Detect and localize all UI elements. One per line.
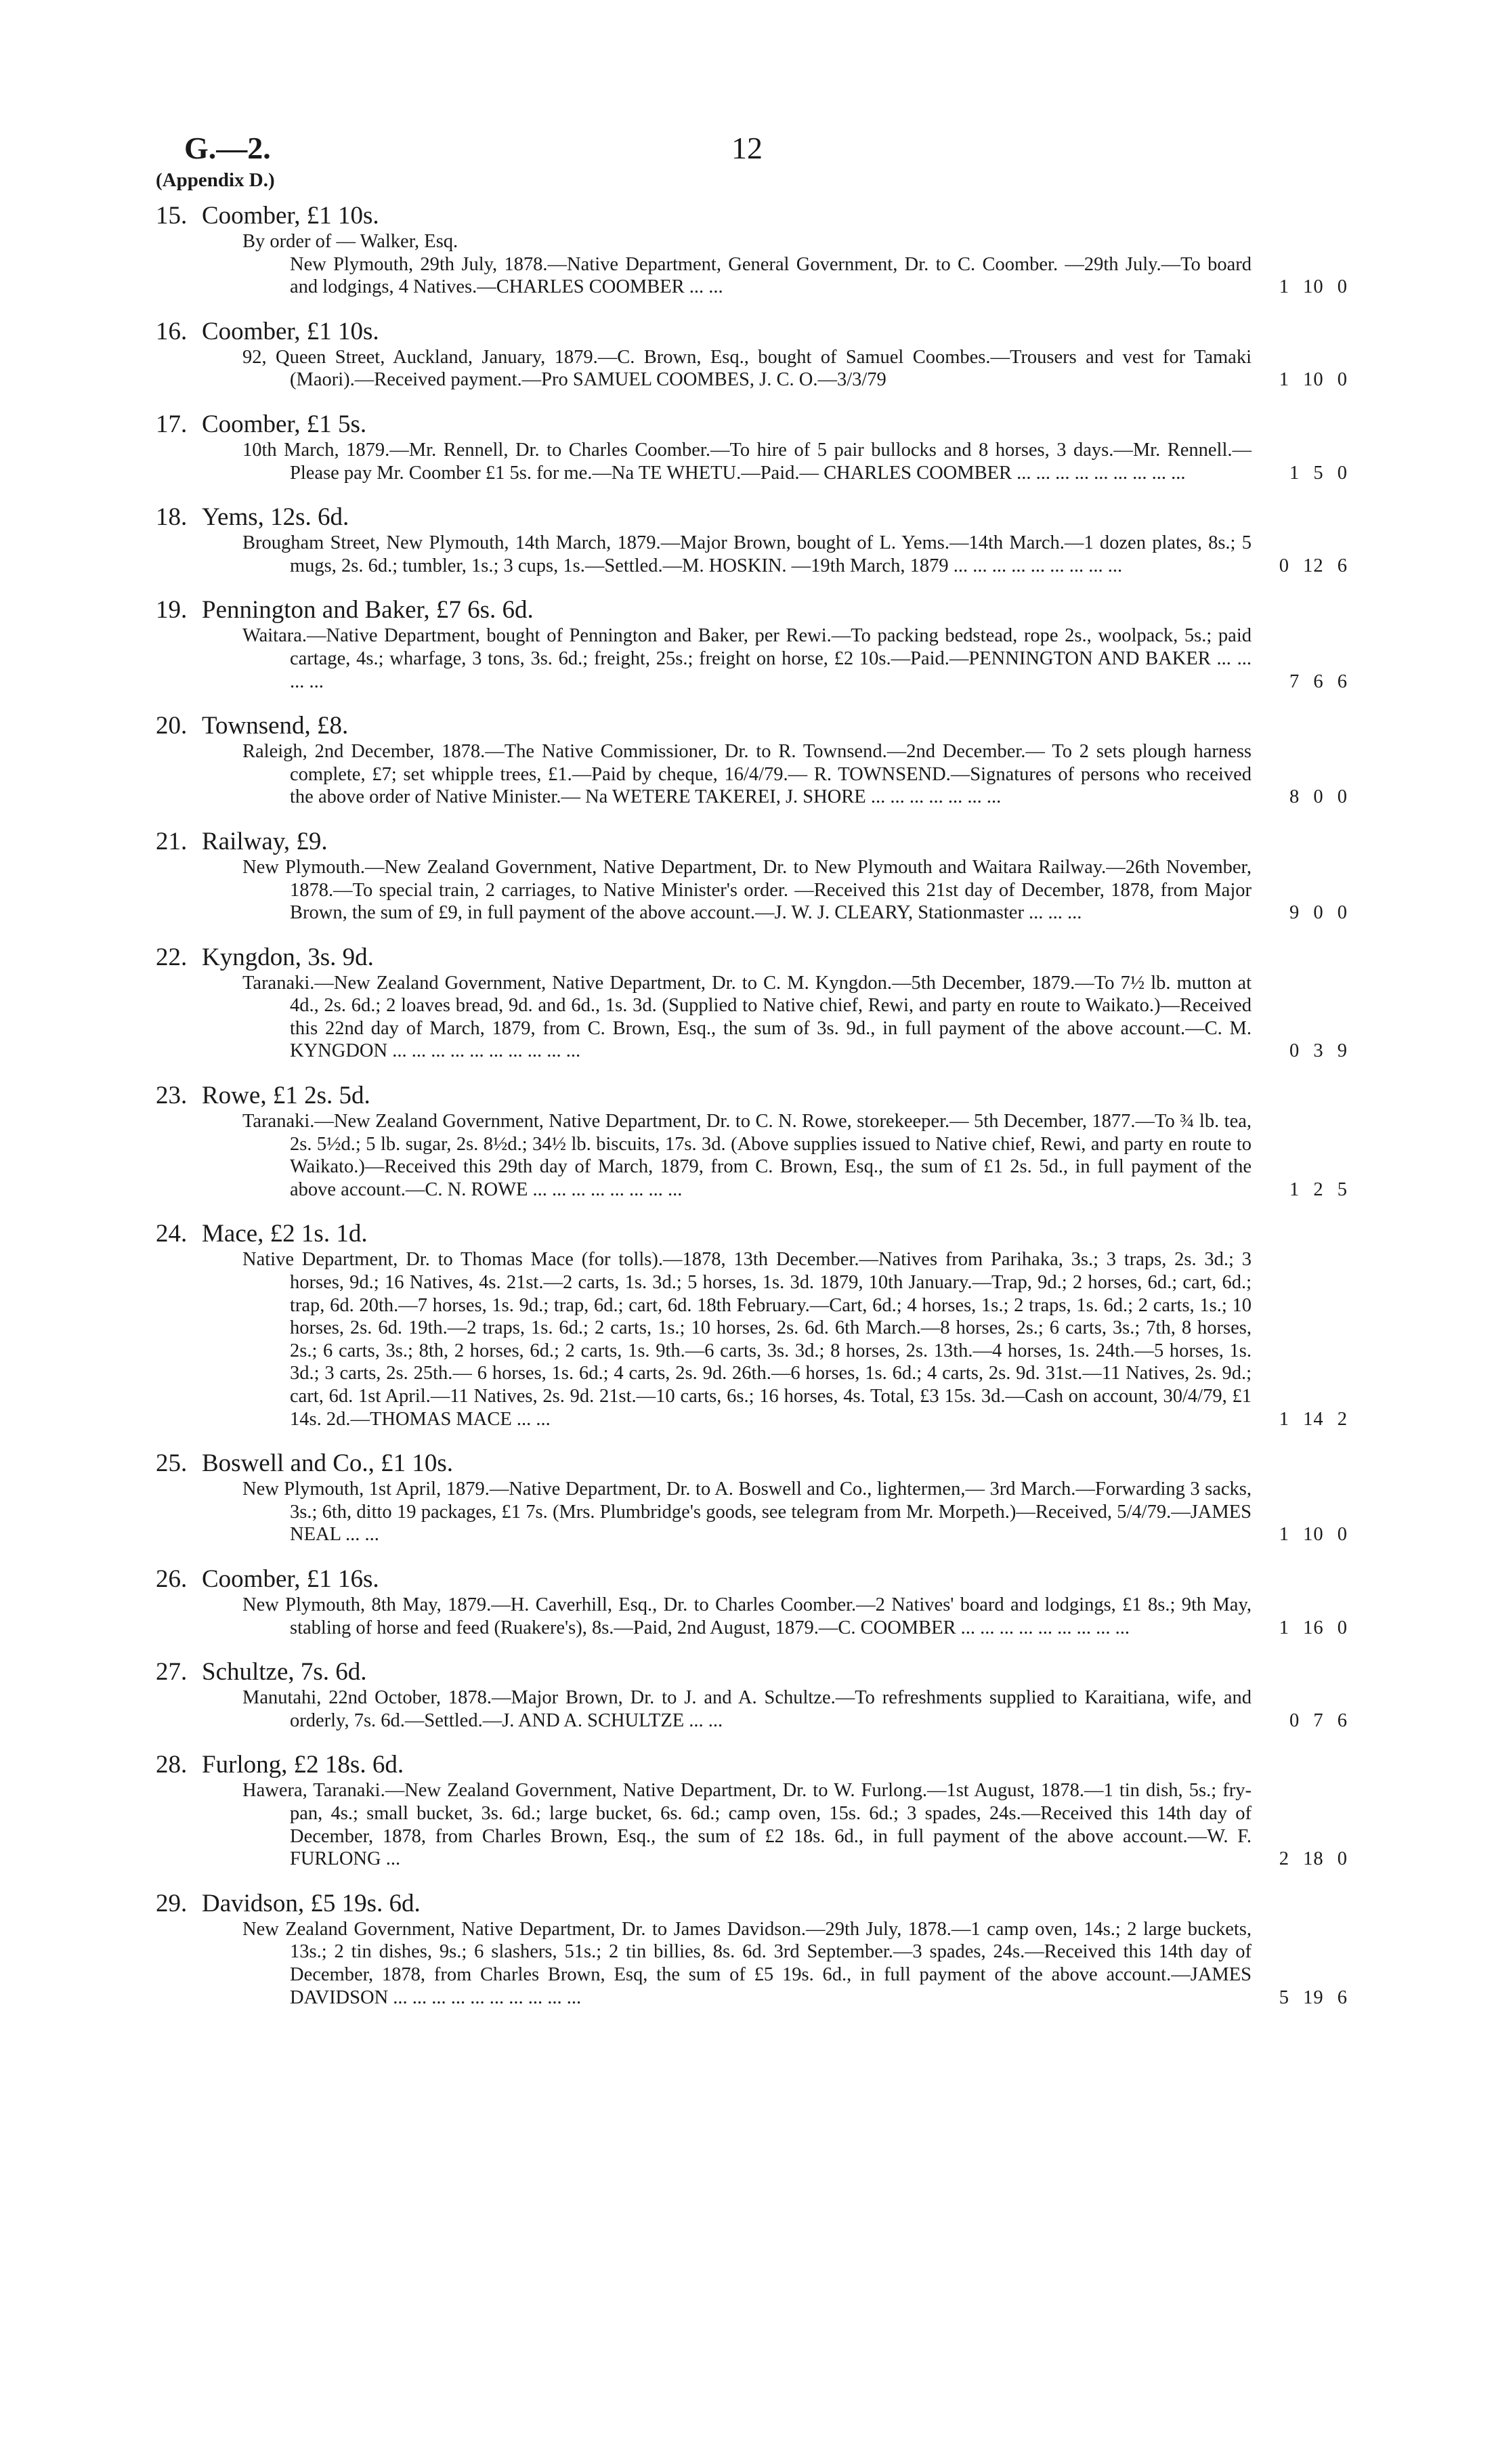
entry-preamble: By order of — Walker, Esq. [242, 231, 458, 252]
entry-heading: Mace, £2 1s. 1d. [202, 1220, 368, 1248]
entry-number: 27. [156, 1658, 188, 1686]
entry-number: 21. [156, 827, 188, 855]
entry-body [242, 532, 1252, 577]
entry-title [156, 1220, 1348, 1248]
entry-title [156, 596, 1348, 624]
entry-title [156, 503, 1348, 532]
entry-body [242, 624, 1252, 693]
entry-heading: Kyngdon, 3s. 9d. [202, 943, 374, 971]
entry-heading: Coomber, £1 5s. [202, 410, 367, 438]
entry [156, 1565, 1348, 1639]
entry-number: 29. [156, 1889, 188, 1917]
entry-amount: 5 19 6 [1279, 1987, 1348, 2008]
document-code: G.—2. [184, 131, 271, 165]
entry [156, 828, 1348, 925]
entry-body [242, 1779, 1252, 1870]
entry-heading: Yems, 12s. 6d. [202, 503, 349, 532]
entry-heading: Furlong, £2 18s. 6d. [202, 1751, 404, 1779]
entry-title [156, 1449, 1348, 1478]
entry-heading: Davidson, £5 19s. 6d. [202, 1889, 421, 1917]
entry-amount: 0 12 6 [1279, 555, 1348, 576]
entry [156, 410, 1348, 484]
entry-title [156, 1890, 1348, 1918]
page-header [156, 130, 1375, 177]
entry-text: Taranaki.—New Zealand Government, Native Department, Dr. to C. M. Kyngdon.—5th December, 1879.—To 7½ lb. mutton at 4d., 2s. 6d.; 2 loaves bread, 9d. and 6d., 1s. 3d. (Supplied to Native chief, Rewi, and party en route to Waikato.)—Received this 22nd day of March, 1879, from C. Brown, Esq., the sum of 3s. 9d., in full payment of the above account.—C. M. KYNGDON ... ... ... ... ... ... ... ... ... ... [242, 972, 1252, 1062]
entry-number: 25. [156, 1449, 188, 1478]
entry-number: 26. [156, 1565, 188, 1593]
entry-amount: 1 10 0 [1279, 1524, 1348, 1546]
entry-amount: 1 14 2 [1279, 1408, 1348, 1430]
entry [156, 1751, 1348, 1870]
entry-text: Manutahi, 22nd October, 1878.—Major Brown, Dr. to J. and A. Schultze.—To refreshments supplied to Karaitiana, wife, and orderly, 7s. 6d.—Settled.—J. AND A. SCHULTZE ... ... [242, 1687, 1252, 1731]
entry-title [156, 828, 1348, 856]
entry-number: 17. [156, 410, 188, 438]
entry [156, 1890, 1348, 2009]
entry-number: 15. [156, 202, 188, 230]
entry-number: 18. [156, 503, 188, 532]
entry-amount: 1 10 0 [1279, 276, 1348, 298]
entry-amount: 1 10 0 [1279, 369, 1348, 391]
entry-amount: 9 0 0 [1289, 902, 1348, 924]
entry-body [242, 1594, 1252, 1639]
entry-title [156, 318, 1348, 346]
entry [156, 943, 1348, 1063]
entry-number: 16. [156, 317, 188, 345]
entry-amount: 1 5 0 [1289, 462, 1348, 484]
entry-title [156, 202, 1348, 230]
entry [156, 1658, 1348, 1732]
entry [156, 1082, 1348, 1201]
entry-title [156, 712, 1348, 740]
entry-text: New Plymouth.—New Zealand Government, Native Department, Dr. to New Plymouth and Waitara Railway.—26th November, 1878.—To special train, 2 carriages, to Native Minister's order. —Received this 21st day of December, 1878, from Major Brown, the sum of £9, in full payment of the above account.—J. W. J. CLEARY, Stationmaster ... ... ... [242, 856, 1252, 924]
entry-text: Raleigh, 2nd December, 1878.—The Native Commissioner, Dr. to R. Townsend.—2nd December.— To 2 sets plough harness complete, £7; set whipple trees, £1.—Paid by cheque, 16/4/79.— R. TOWNSEND.—Signatures of persons who received the above order of Native Minister.— Na WETERE TAKEREI, J. SHORE ... ... ... ... ... ... ... [242, 741, 1252, 808]
entry-text: New Plymouth, 1st April, 1879.—Native Department, Dr. to A. Boswell and Co., lightermen,— 3rd March.—Forwarding 3 sacks, 3s.; 6th, ditto 19 packages, £1 7s. (Mrs. Plumbridge's goods, see telegram from Mr. Morpeth.)—Received, 5/4/79.—JAMES NEAL ... ... [242, 1479, 1252, 1546]
entry-text: Hawera, Taranaki.—New Zealand Government, Native Department, Dr. to W. Furlong.—1st August, 1878.—1 tin dish, 5s.; fry-pan, 4s.; small bucket, 3s. 6d.; large bucket, 6s. 6d.; camp oven, 15s. 6d.; 3 spades, 24s.—Received this 14th day of December, 1878, from Charles Brown, Esq., the sum of £2 18s. 6d., in full payment of the above account.—W. F. FURLONG ... [242, 1780, 1252, 1870]
entry-amount: 2 18 0 [1279, 1848, 1348, 1870]
entry-text: Brougham Street, New Plymouth, 14th March, 1879.—Major Brown, bought of L. Yems.—14th March.—1 dozen plates, 8s.; 5 mugs, 2s. 6d.; tumbler, 1s.; 3 cups, 1s.—Settled.—M. HOSKIN. —19th March, 1879 ... ... ... ... ... ... ... ... ... [242, 532, 1252, 576]
entry-text: New Plymouth, 29th July, 1878.—Native Department, General Government, Dr. to C. Coomber. —29th July.—To board and lodgings, 4 Natives.—CHARLES COOMBER ... ... [290, 253, 1252, 298]
entry-amount: 0 3 9 [1289, 1040, 1348, 1062]
entry [156, 596, 1348, 693]
entry-number: 19. [156, 596, 188, 624]
appendix-label: (Appendix D.) [156, 169, 275, 191]
entry-title [156, 943, 1348, 972]
entry-text: New Zealand Government, Native Department, Dr. to James Davidson.—29th July, 1878.—1 camp oven, 14s.; 2 large buckets, 13s.; 2 tin dishes, 9s.; 6 slashers, 51s.; 2 tin billies, 8s. 6d. 3rd September.—3 spades, 24s.—Received this 14th day of December, 1878, from Charles Brown, Esq, the sum of £5 19s. 6d., in full payment of the above account.—JAMES DAVIDSON ... ... ... ... ... ... ... ... ... ... [242, 1918, 1252, 2008]
entry-body [242, 1478, 1252, 1546]
entry-number: 22. [156, 943, 188, 971]
entry-heading: Townsend, £8. [202, 712, 349, 740]
entry-number: 23. [156, 1082, 188, 1110]
entry-number: 24. [156, 1220, 188, 1248]
entry-title [156, 1565, 1348, 1594]
entry-amount: 1 2 5 [1289, 1178, 1348, 1200]
entry-body [242, 1686, 1252, 1732]
entry-heading: Rowe, £1 2s. 5d. [202, 1082, 370, 1110]
entry-body [242, 740, 1252, 809]
entry-body [242, 856, 1252, 925]
entry [156, 1220, 1348, 1430]
entry-body [242, 972, 1252, 1063]
entry-title [156, 1751, 1348, 1779]
entry-amount: 8 0 0 [1289, 786, 1348, 808]
entry-text: New Plymouth, 8th May, 1879.—H. Caverhill, Esq., Dr. to Charles Coomber.—2 Natives' board and lodgings, £1 8s.; 9th May, stabling of horse and feed (Ruakere's), 8s.—Paid, 2nd August, 1879.—C. COOMBER ... ... ... ... ... ... ... ... ... [242, 1594, 1252, 1638]
entry-title [156, 1082, 1348, 1110]
entry-heading: Coomber, £1 10s. [202, 202, 379, 230]
entry-text: Waitara.—Native Department, bought of Pennington and Baker, per Rewi.—To packing bedstead, rope 2s., woolpack, 5s.; paid cartage, 4s.; wharfage, 3 tons, 3s. 6d.; freight, 25s.; freight on horse, £2 10s.—Paid.—PENNINGTON AND BAKER ... ... ... ... [242, 625, 1252, 692]
entry-title [156, 410, 1348, 439]
entry [156, 318, 1348, 391]
entry-heading: Schultze, 7s. 6d. [202, 1658, 367, 1686]
entry [156, 1449, 1348, 1546]
entry-amount: 0 7 6 [1289, 1709, 1348, 1731]
entry-amount: 7 6 6 [1289, 671, 1348, 692]
entry-title [156, 1658, 1348, 1686]
entry-body [242, 439, 1252, 484]
entry-text: 10th March, 1879.—Mr. Rennell, Dr. to Charles Coomber.—To hire of 5 pair bullocks and 8 horses, 3 days.—Mr. Rennell.—Please pay Mr. Coomber £1 5s. for me.—Na TE WHETU.—Paid.— CHARLES COOMBER ... ... ... ... ... ... ... ... ... [242, 439, 1252, 484]
entry-body [242, 346, 1252, 391]
entry-text: 92, Queen Street, Auckland, January, 1879.—C. Brown, Esq., bought of Samuel Coombes.—Trousers and vest for Tamaki (Maori).—Received payment.—Pro SAMUEL COOMBES, J. C. O.—3/3/79 [242, 346, 1252, 391]
entry-body [242, 230, 1252, 299]
entries-list [156, 202, 1348, 2028]
entry-body [242, 1110, 1252, 1201]
entry-body [242, 1918, 1252, 2009]
entry-body [242, 1248, 1252, 1430]
entry-amount: 1 16 0 [1279, 1617, 1348, 1638]
entry-number: 20. [156, 712, 188, 740]
entry-heading: Boswell and Co., £1 10s. [202, 1449, 454, 1478]
entry-heading: Coomber, £1 16s. [202, 1565, 379, 1593]
entry-text: Native Department, Dr. to Thomas Mace (for tolls).—1878, 13th December.—Natives from Parihaka, 3s.; 3 traps, 2s. 3d.; 3 horses, 9d.; 16 Natives, 4s. 21st.—2 carts, 1s. 3d.; 5 horses, 1s. 3d. 1879, 10th January.—Trap, 9d.; 2 horses, 6d.; cart, 6d.; trap, 6d. 20th.—7 horses, 1s. 9d.; trap, 6d.; cart, 6d. 18th February.—Cart, 6d.; 4 horses, 1s.; 2 traps, 1s. 6d.; 2 carts, 1s.; 10 horses, 2s. 6d. 19th.—2 traps, 1s. 6d.; 2 carts, 1s.; 10 horses, 2s. 6d. 6th March.—8 horses, 2s.; 6 carts, 3s.; 7th, 8 horses, 2s.; 6 carts, 3s.; 8th, 2 horses, 6d.; 2 carts, 1s. 9th.—6 carts, 3s. 3d.; 8 horses, 2s. 13th.—4 horses, 1s. 24th.—5 horses, 1s. 3d.; 3 carts, 2s. 25th.— 6 horses, 1s. 6d.; 4 carts, 2s. 9d. 26th.—6 horses, 1s. 6d.; 4 carts, 2s. 9d. 31st.—11 Natives, 2s. 9d.; cart, 6d. 1st April.—11 Natives, 2s. 9d. 21st.—10 carts, 6s.; 16 horses, 4s. Total, £3 15s. 3d.—Cash on account, 30/4/79, £1 14s. 2d.—THOMAS MACE ... ... [242, 1249, 1252, 1430]
page-number: 12 [731, 131, 763, 165]
entry-heading: Railway, £9. [202, 827, 328, 855]
entry [156, 202, 1348, 299]
entry-heading: Coomber, £1 10s. [202, 317, 379, 345]
entry-number: 28. [156, 1751, 188, 1779]
entry-heading: Pennington and Baker, £7 6s. 6d. [202, 596, 534, 624]
entry-text: Taranaki.—New Zealand Government, Native Department, Dr. to C. N. Rowe, storekeeper.— 5th December, 1877.—To ¾ lb. tea, 2s. 5½d.; 5 lb. sugar, 2s. 8½d.; 34½ lb. biscuits, 17s. 3d. (Above supplies issued to Native chief, Rewi, and party en route to Waikato.)—Received this 29th day of March, 1879, from C. Brown, Esq., the sum of £1 2s. 5d., in full payment of the above account.—C. N. ROWE ... ... ... ... ... ... ... ... [242, 1111, 1252, 1200]
entry [156, 712, 1348, 809]
entry [156, 503, 1348, 577]
